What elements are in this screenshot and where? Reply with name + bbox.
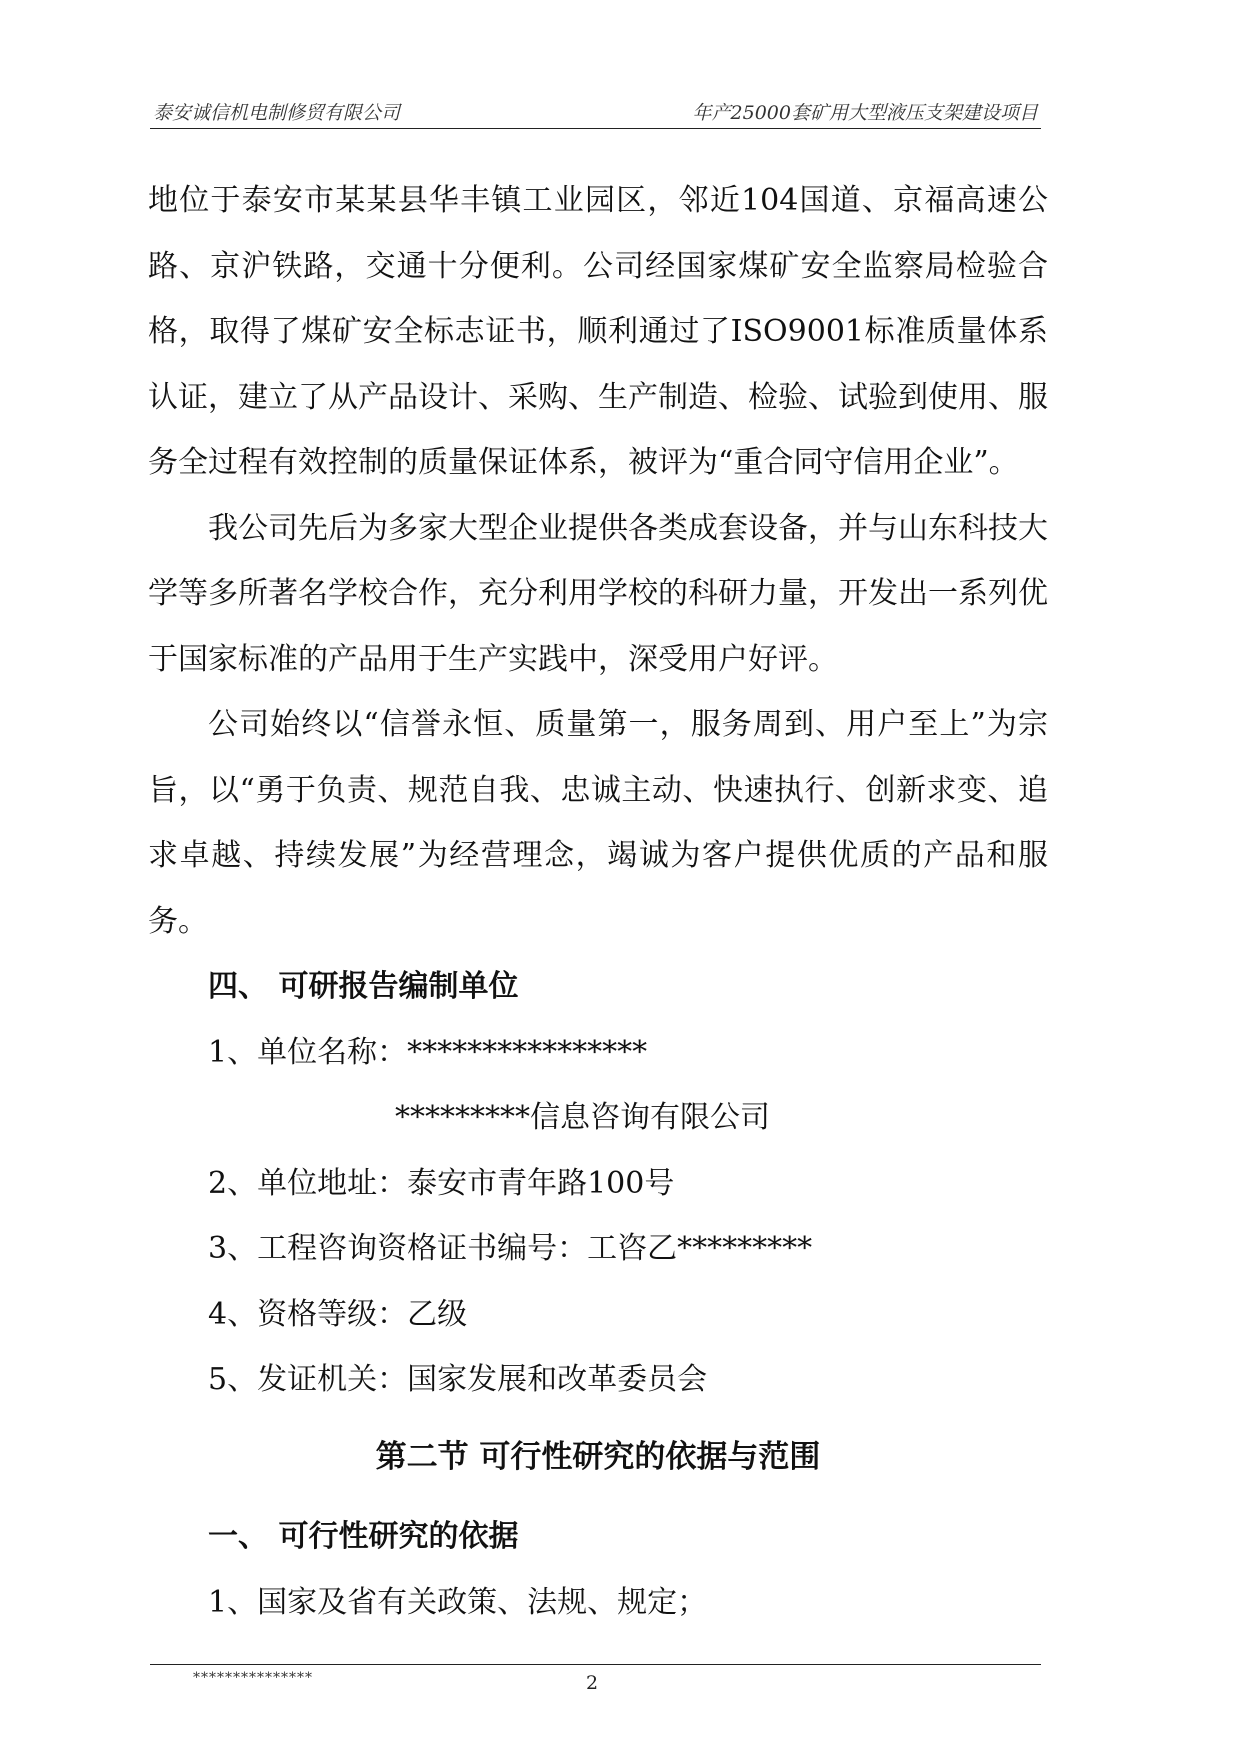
paragraph-philosophy: 公司始终以“信誉永恒、质量第一，服务周到、用户至上”为宗旨，以“勇于负责、规范自我、忠诚主动、快速执行、创新求变、追求卓越、持续发展”为经营理念，竭诚为客户提供优质的产品和服务。	[148, 707, 1048, 939]
item-issuing-authority: 5、发证机关：国家发展和改革委员会	[208, 1362, 708, 1397]
item-certificate-number: 3、工程咨询资格证书编号：工咨乙*********	[208, 1231, 813, 1266]
page-footer	[150, 1664, 1041, 1724]
heading-basis: 一、 可行性研究的依据	[208, 1519, 519, 1554]
document-body	[148, 168, 1048, 1635]
header-rule	[150, 128, 1041, 129]
item-unit-name-cont: *********信息咨询有限公司	[395, 1100, 770, 1135]
header-project: 年产25000套矿用大型液压支架建设项目	[692, 102, 1038, 124]
footer-rule	[150, 1664, 1041, 1665]
section-title: 第二节 可行性研究的依据与范围	[375, 1438, 821, 1475]
footer-stars: ***************	[193, 1670, 313, 1686]
paragraph-location: 地位于泰安市某某县华丰镇工业园区，邻近104国道、京福高速公路、京沪铁路，交通十分便利。公司经国家煤矿安全监察局检验合格，取得了煤矿安全标志证书，顺利通过了ISO9001标准质量体系认证，建立了从产品设计、采购、生产制造、检验、试验到使用、服务全过程有效控制的质量保证体系，被评为“重合同守信用企业”。	[148, 183, 1048, 480]
page-number: 2	[586, 1672, 599, 1694]
header-company: 泰安诚信机电制修贸有限公司	[153, 102, 401, 124]
item-unit-address: 2、单位地址：泰安市青年路100号	[208, 1165, 675, 1201]
item-qualification-level: 4、资格等级：乙级	[208, 1296, 468, 1332]
heading-compiling-unit: 四、 可研报告编制单位	[208, 969, 519, 1004]
item-unit-name: 1、单位名称：****************	[208, 1034, 648, 1070]
item-basis-1: 1、国家及省有关政策、法规、规定；	[208, 1584, 708, 1620]
page-header	[150, 98, 1041, 132]
paragraph-cooperation: 我公司先后为多家大型企业提供各类成套设备，并与山东科技大学等多所著名学校合作，充分利用学校的科研力量，开发出一系列优于国家标准的产品用于生产实践中，深受用户好评。	[148, 510, 1048, 677]
